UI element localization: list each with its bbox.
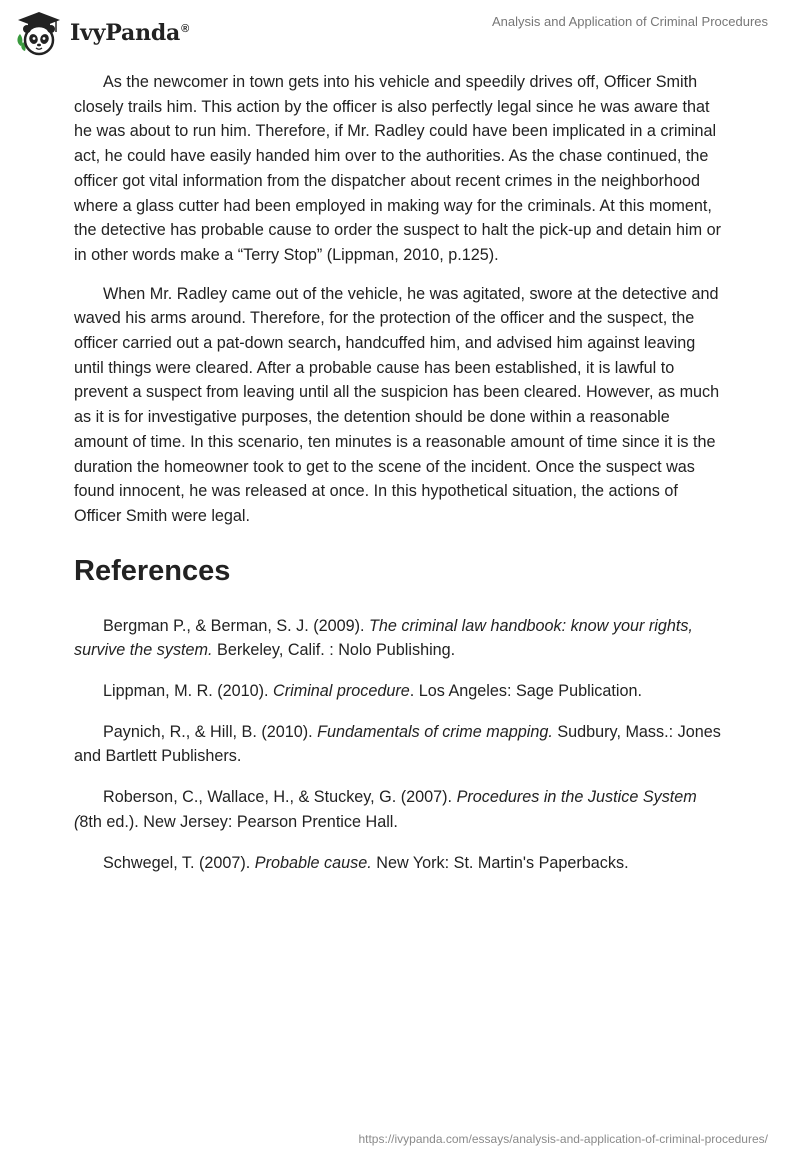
reference-publisher: New York: St. Martin's Paperbacks. — [371, 853, 629, 872]
reference-list — [74, 614, 726, 876]
paragraph-2-text-end: handcuffed him, and advised him against leaving until things were cleared. After a probable cause has been established, it is lawful to prevent a suspect from leaving until all the suspicion has been cleared. However, as much as it is for investigative purposes, the detention should be done within a reasonable amount of time. In this scenario, ten minutes is a reasonable amount of time since it is the duration the homeowner took to get to the scene of the incident. Once the suspect was found innocent, he was released at once. In this hypothetical situation, the actions of Officer Smith were legal. — [74, 334, 720, 525]
reference-title: The criminal law handbook: know your rights, survive the system. — [74, 616, 693, 660]
reference-authors: Bergman P., & Berman, S. J. (2009). — [103, 616, 370, 635]
reference-authors: Roberson, C., Wallace, H., & Stuckey, G. (2007). — [103, 788, 457, 807]
reference-publisher: 8th ed.). New Jersey: Pearson Prentice Hall. — [79, 812, 398, 831]
paragraph-2-bold-comma: , — [336, 334, 341, 353]
reference-title: Criminal procedure — [273, 682, 410, 701]
body-paragraph-1: As the newcomer in town gets into his vehicle and speedily drives off, Officer Smith closely trails him. This action by the officer is also perfectly legal since he was aware that he was about to run him. Therefore, if Mr. Radley could have been implicated in a criminal act, he could have easily handed him over to the authorities. As the chase continued, the officer got vital information from the dispatcher about recent crimes in the neighborhood where a glass cutter had been employed in making way for the criminals. At this moment, the detective has probable cause to order the suspect to halt the pick-up and detain him or in other words make a “Terry Stop” (Lippman, 2010, p.125). — [74, 73, 722, 264]
document-title: Analysis and Application of Criminal Procedures — [491, 14, 768, 29]
page-header — [0, 0, 800, 66]
registered-mark: ® — [181, 23, 190, 35]
reference-item — [74, 851, 726, 876]
body-paragraph-2 — [74, 282, 726, 529]
reference-item — [74, 614, 726, 663]
references-heading: References — [74, 554, 231, 587]
reference-title: Probable cause. — [254, 853, 372, 872]
reference-item — [74, 679, 726, 704]
ivypanda-logo[interactable] — [14, 8, 189, 58]
reference-publisher: . Los Angeles: Sage Publication. — [409, 682, 642, 701]
reference-item — [74, 720, 726, 769]
essay-content — [74, 70, 726, 875]
footer-source-url[interactable]: https://ivypanda.com/essays/analysis-and-application-of-criminal-procedures/ — [358, 1132, 768, 1146]
brand-text: IvyPanda — [70, 20, 181, 46]
reference-authors: Paynich, R., & Hill, B. (2010). — [103, 722, 318, 741]
paragraph-2-text-start: When Mr. Radley came out of the vehicle, he was agitated, swore at the detective and waved his arms around. Therefore, for the protection of the officer and the suspect, the officer carried out a pat-down search — [74, 284, 719, 353]
reference-publisher: Berkeley, Calif. : Nolo Publishing. — [212, 641, 456, 660]
reference-title: Procedures in the Justice System ( — [74, 788, 697, 831]
reference-authors: Schwegel, T. (2007). — [103, 853, 255, 872]
reference-publisher: Sudbury, Mass.: Jones and Bartlett Publishers. — [74, 722, 721, 766]
reference-item — [74, 785, 726, 834]
reference-authors: Lippman, M. R. (2010). — [103, 682, 274, 701]
brand-name — [70, 20, 189, 46]
panda-graduate-logo-icon — [14, 8, 64, 58]
reference-title: Fundamentals of crime mapping. — [317, 722, 553, 741]
